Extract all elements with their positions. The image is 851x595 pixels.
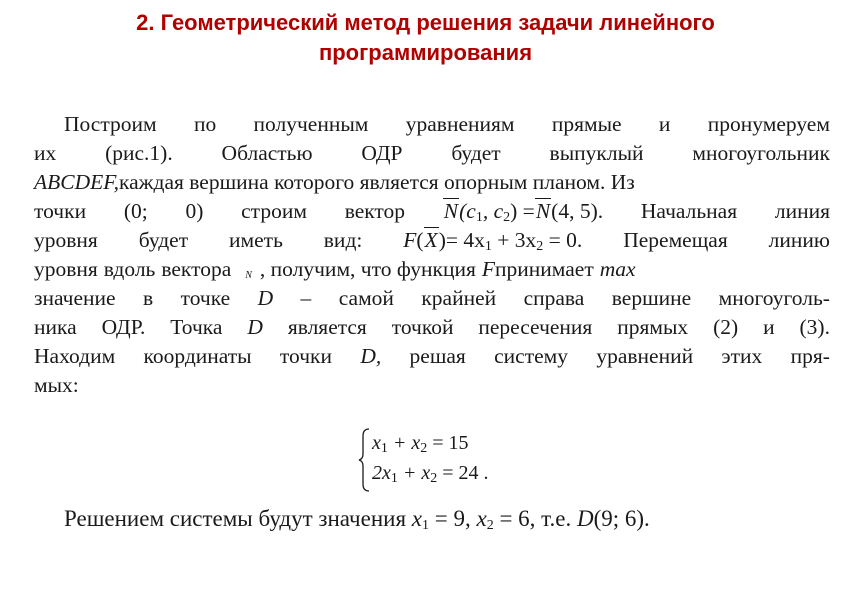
word: точкой xyxy=(391,315,454,339)
word: выпуклый xyxy=(549,141,644,165)
word: точки xyxy=(34,199,87,223)
word: (0; xyxy=(123,199,148,223)
text-line-1 xyxy=(34,110,830,139)
subscript: 1 xyxy=(484,239,492,254)
rhs: = 24 . xyxy=(437,462,489,484)
formula-part: (c xyxy=(459,199,476,223)
equation-1 xyxy=(358,428,489,458)
body-paragraph xyxy=(34,110,830,400)
formula-part: (4, 5) xyxy=(551,199,598,223)
left-brace-icon xyxy=(358,428,370,492)
word: пересечения xyxy=(478,315,593,339)
vector-n-small: N xyxy=(245,270,252,281)
word: пронумеруем xyxy=(707,112,830,136)
var: x xyxy=(476,506,487,531)
word: по xyxy=(193,112,217,136)
subscript: 1 xyxy=(475,210,483,225)
word: Перемещая xyxy=(623,228,728,252)
word: иметь xyxy=(229,228,283,252)
word: вектора xyxy=(161,257,232,281)
vector-formula xyxy=(443,197,603,226)
formula-part: = 4x xyxy=(445,228,485,252)
rhs: = 15 xyxy=(427,432,469,454)
subscript: 2 xyxy=(420,441,428,456)
text-segment: (9; 6). xyxy=(593,506,650,531)
text-line-9 xyxy=(34,342,830,371)
function-f: F xyxy=(481,257,495,281)
word: справа xyxy=(523,286,585,310)
equation-2 xyxy=(358,458,489,488)
word: ника xyxy=(34,315,77,339)
word: точки xyxy=(279,344,332,368)
word: вдоль xyxy=(103,257,156,281)
word: решая xyxy=(409,344,466,368)
period: . xyxy=(597,199,604,223)
function-f: F xyxy=(403,228,417,252)
word: строим xyxy=(241,199,307,223)
subscript: 2 xyxy=(503,210,511,225)
word: уровня xyxy=(34,228,98,252)
word: этих xyxy=(721,344,763,368)
word: пря- xyxy=(790,344,830,368)
formula-part: = 0. xyxy=(543,228,583,252)
word: точке xyxy=(180,286,231,310)
subscript: 2 xyxy=(536,239,544,254)
level-line-formula: $F(X)= 4x_1 + 3x_2 = 0$. xyxy=(403,228,583,254)
word: их xyxy=(34,141,57,165)
word: – xyxy=(300,286,312,310)
word: принимает xyxy=(495,257,594,281)
word: (3). xyxy=(799,315,830,339)
text-segment: , получим, что функция xyxy=(259,257,476,281)
text-segment: = 9, xyxy=(429,506,477,531)
word: ОДР. xyxy=(101,315,146,339)
word: систему xyxy=(494,344,569,368)
word: уравнениям xyxy=(405,112,515,136)
word: будет xyxy=(451,141,501,165)
formula-part: ) = xyxy=(510,199,535,223)
text-segment: Решением системы будут значения xyxy=(64,506,412,531)
text-segment: каждая вершина которого является опорным планом. Из xyxy=(119,170,635,194)
word: и xyxy=(658,112,671,136)
word: уровня xyxy=(34,257,98,281)
word-max: max xyxy=(599,257,636,281)
text-line-6 xyxy=(34,255,830,284)
text-line-3 xyxy=(34,168,830,197)
word: многоугольник xyxy=(692,141,830,165)
title-line-1: 2. Геометрический метод решения задачи линейного xyxy=(136,10,715,35)
word: (рис.1). xyxy=(105,141,173,165)
subscript: 2 xyxy=(486,518,494,533)
polygon-name: ABCDEF, xyxy=(34,170,120,194)
word: вид: xyxy=(323,228,363,252)
var: x xyxy=(411,506,422,531)
point-d: D xyxy=(257,286,274,310)
var: 2x xyxy=(372,462,391,484)
word: будет xyxy=(138,228,189,252)
word: многоуголь- xyxy=(718,286,830,310)
word: в xyxy=(143,286,154,310)
vector-n: N xyxy=(443,197,459,226)
text-line-10 xyxy=(34,371,830,400)
word: линию xyxy=(768,228,830,252)
word: ОДР xyxy=(361,141,403,165)
formula-part: , c xyxy=(482,199,504,223)
subscript: 1 xyxy=(390,471,398,486)
text-line-2 xyxy=(34,139,830,168)
word: является xyxy=(287,315,367,339)
word: вектор xyxy=(344,199,406,223)
text-segment: = 6, т.е. xyxy=(493,506,577,531)
word: мых: xyxy=(34,373,79,397)
solution-text xyxy=(64,504,650,533)
subscript: 1 xyxy=(422,518,429,533)
text-line-4 xyxy=(34,197,830,226)
title-line-2: программирования xyxy=(318,40,533,65)
point-d: D xyxy=(247,315,263,339)
var: + x xyxy=(387,432,421,454)
word: Начальная xyxy=(640,199,738,223)
word: крайней xyxy=(421,286,497,310)
subscript: 1 xyxy=(380,441,388,456)
text-line-5 xyxy=(34,226,830,255)
word: значение xyxy=(34,286,116,310)
word: линия xyxy=(774,199,830,223)
vector-x: X xyxy=(424,226,439,255)
word: Точка xyxy=(170,315,223,339)
point-d: D, xyxy=(360,344,382,368)
word: и xyxy=(763,315,775,339)
vector-n: N xyxy=(535,197,551,226)
word: 0) xyxy=(185,199,204,223)
word: Находим xyxy=(34,344,116,368)
word: уравнений xyxy=(596,344,694,368)
word: вершине xyxy=(611,286,692,310)
word: Построим xyxy=(64,112,157,136)
word: координаты xyxy=(143,344,252,368)
subscript: 2 xyxy=(430,471,438,486)
word: прямых xyxy=(617,315,689,339)
word: прямые xyxy=(551,112,622,136)
var: x xyxy=(372,432,381,454)
text-line-8 xyxy=(34,313,830,342)
text-line-7 xyxy=(34,284,830,313)
equation-system xyxy=(358,428,489,488)
word: Областью xyxy=(221,141,313,165)
word: самой xyxy=(338,286,394,310)
point-d: D xyxy=(576,506,594,531)
var: + x xyxy=(397,462,431,484)
word: полученным xyxy=(253,112,369,136)
slide-title xyxy=(20,8,831,68)
formula-part: + 3x xyxy=(491,228,537,252)
word: (2) xyxy=(713,315,739,339)
